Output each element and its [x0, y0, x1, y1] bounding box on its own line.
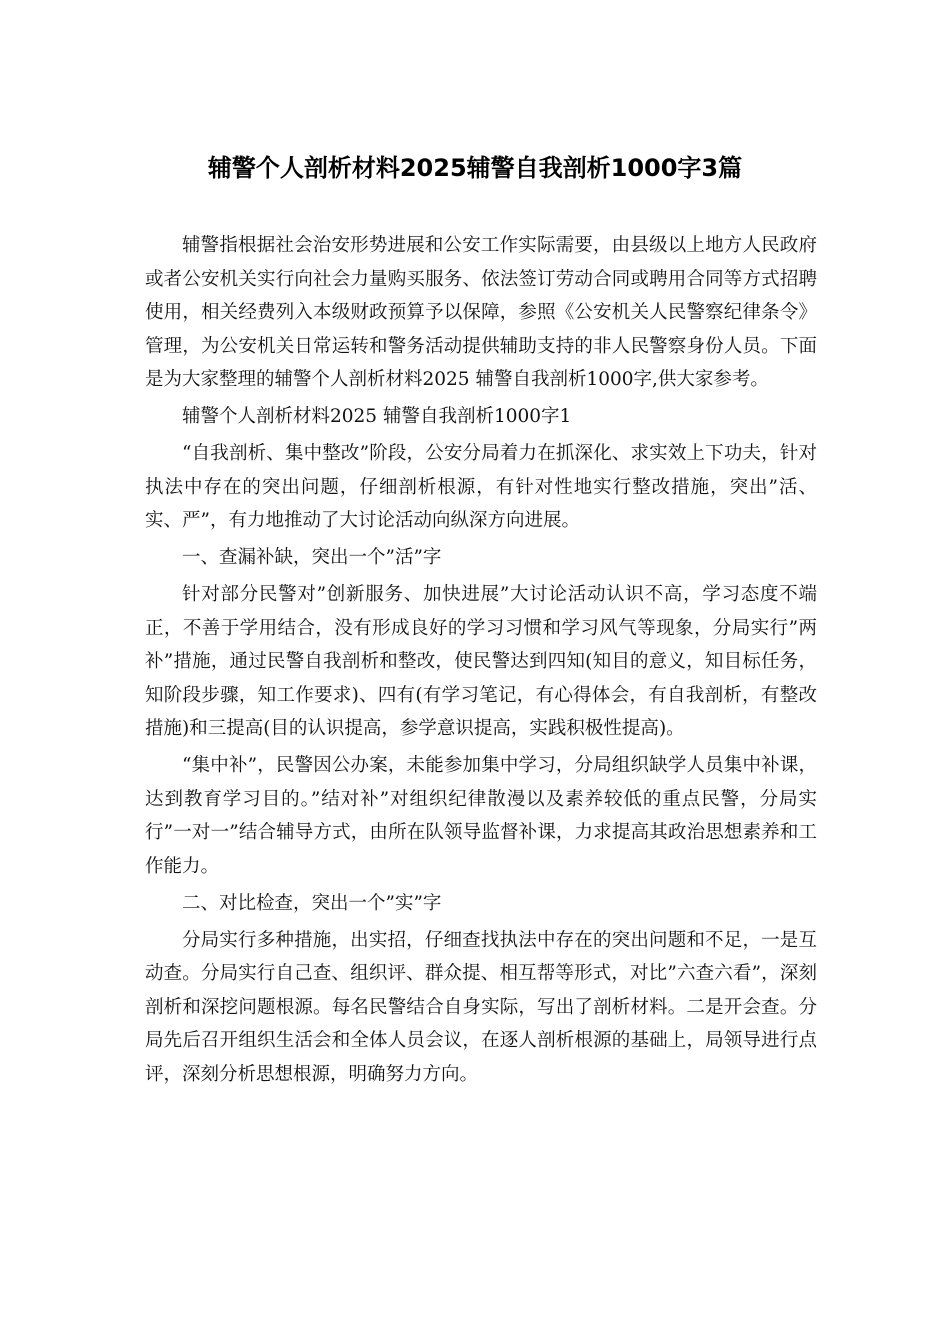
paragraph-subtitle: 辅警个人剖析材料2025 辅警自我剖析1000字1	[182, 406, 572, 427]
paragraph-centralized-supplement: “集中补”，民警因公办案，未能参加集中学习，分局组织缺学人员集中补课，达到教育学习目的。”结对补”对组织纪律散漫以及素养较低的重点民警，分局实行”一对一”结合辅导方式，由所在队领导监督补课，力求提高其政治思想素养和工作能力。	[145, 755, 817, 877]
document-title: 辅警个人剖析材料2025辅警自我剖析1000字3篇	[207, 154, 743, 182]
paragraph-measures: 分局实行多种措施，出实招，仔细查找执法中存在的突出问题和不足，一是互动查。分局实行自己查、组织评、群众提、相互帮等形式，对比”六查六看”，深刻剖析和深挖问题根源。每名民警结合自身实际，写出了剖析材料。二是开会查。分局先后召开组织生活会和全体人员会议，在逐人剖析根源的基础上，局领导进行点评，深刻分析思想根源，明确努力方向。	[145, 929, 817, 1085]
section-heading-1: 一、查漏补缺，突出一个”活”字	[182, 547, 442, 568]
paragraph-stage: “自我剖析、集中整改”阶段，公安分局着力在抓深化、求实效上下功夫，针对执法中存在的突出问题，仔细剖析根源，有针对性地实行整改措施，突出”活、实、严”，有力地推动了大讨论活动向纵深方向进展。	[145, 443, 817, 531]
document-body	[145, 229, 817, 1095]
paragraph-intro: 辅警指根据社会治安形势进展和公安工作实际需要，由县级以上地方人民政府或者公安机关实行向社会力量购买服务、依法签订劳动合同或聘用合同等方式招聘使用，相关经费列入本级财政预算予以保障，参照《公安机关人民警察纪律条令》管理，为公安机关日常运转和警务活动提供辅助支持的非人民警察身份人员。下面是为大家整理的辅警个人剖析材料2025 辅警自我剖析1000字,供大家参考。	[145, 235, 817, 390]
paragraph-two-supplements: 针对部分民警对”创新服务、加快进展”大讨论活动认识不高，学习态度不端正，不善于学用结合，没有形成良好的学习习惯和学习风气等现象，分局实行”两补”措施，通过民警自我剖析和整改，使民警达到四知(知目的意义，知目标任务，知阶段步骤，知工作要求)、四有(有学习笔记，有心得体会，有自我剖析，有整改措施)和三提高(目的认识提高，参学意识提高，实践积极性提高)。	[145, 584, 817, 739]
section-heading-2: 二、对比检查，突出一个”实”字	[182, 892, 442, 914]
